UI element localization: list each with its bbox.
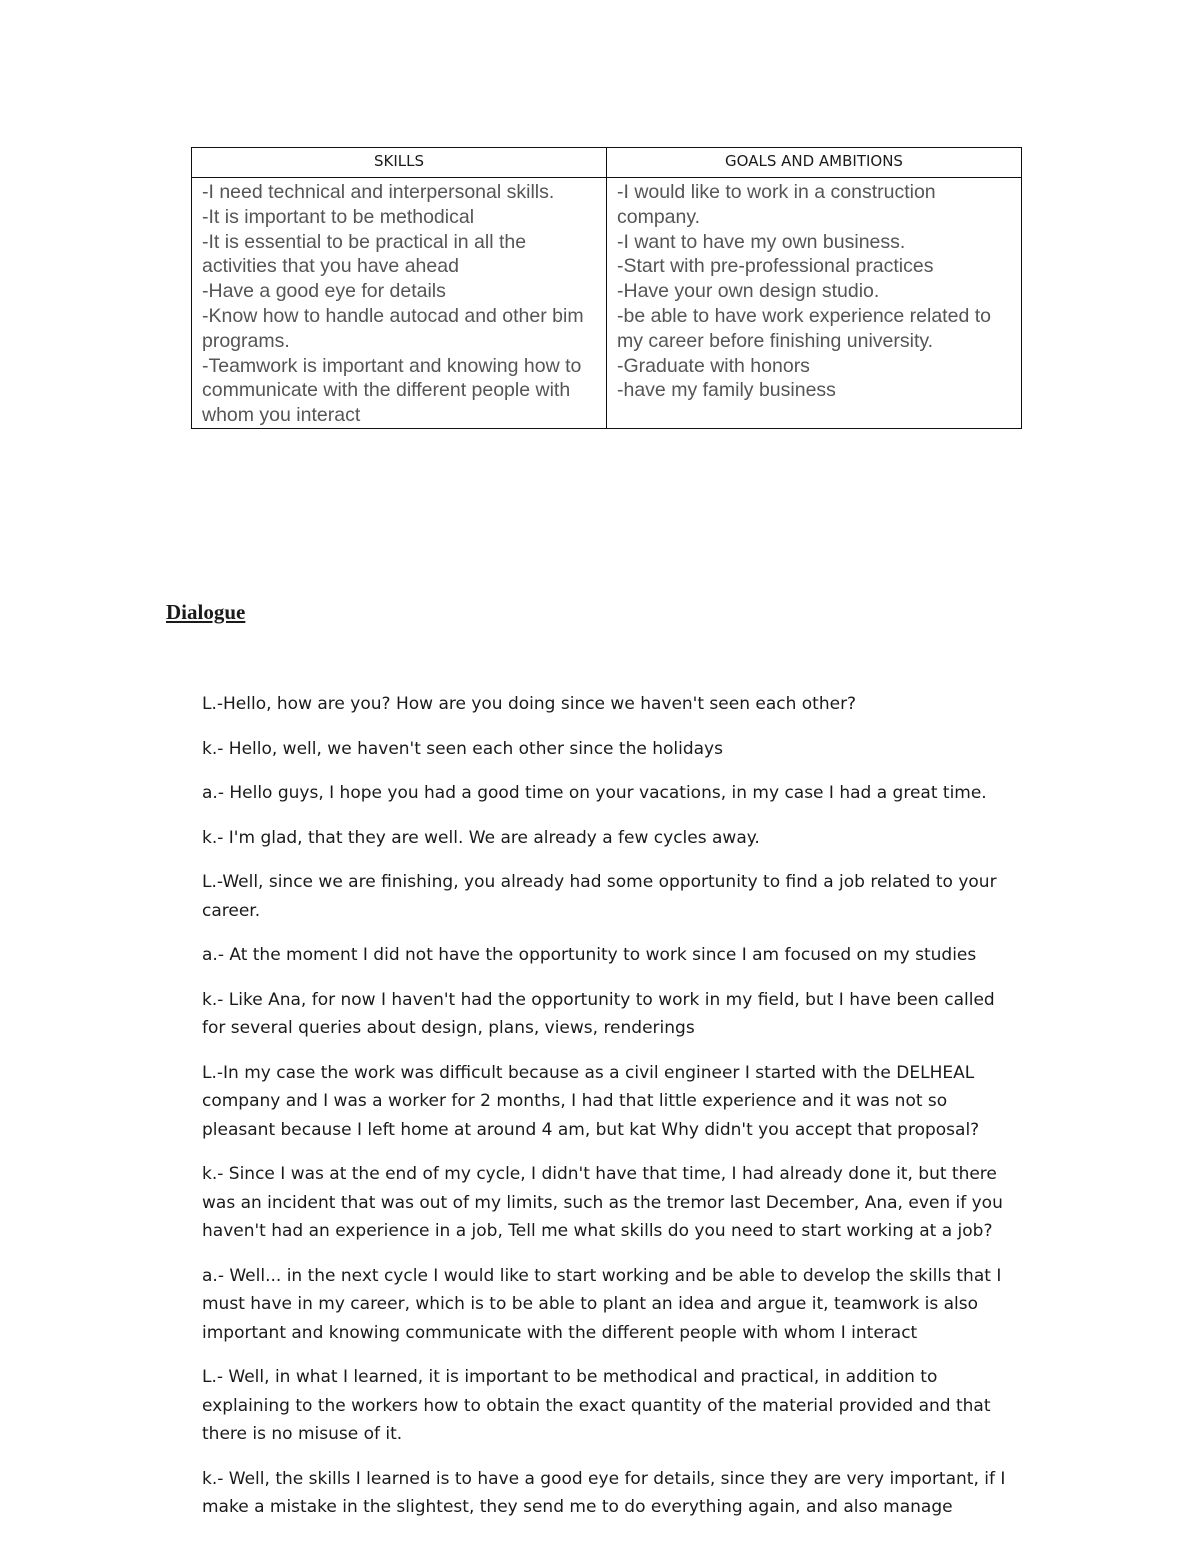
dialogue-line: k.- Hello, well, we haven't seen each other since the holidays [202, 738, 723, 759]
goals-cell [607, 178, 1022, 429]
dialogue-line: a.- Well... in the next cycle I would like to start working and be able to develop the skills that I must have in my career, which is to be able to plant an idea and argue it, teamwork is also important and knowing communicate with the different people with whom I interact [202, 1265, 1002, 1343]
goal-item: -Have your own design studio. [617, 280, 880, 303]
skill-item: -Know how to handle autocad and other bim programs. [202, 304, 584, 352]
dialogue-line: k.- Like Ana, for now I haven't had the opportunity to work in my field, but I have been called for several queries about design, plans, views, renderings [202, 989, 995, 1038]
dialogue-line: a.- Hello guys, I hope you had a good time on your vacations, in my case I had a great time. [202, 783, 987, 803]
skill-item: -It is essential to be practical in all the activities that you have ahead [202, 230, 527, 278]
goal-item: -have my family business [617, 379, 836, 402]
dialogue-line: L.-Well, since we are finishing, you already had some opportunity to find a job related to your career. [202, 872, 997, 921]
dialogue-line: a.- At the moment I did not have the opportunity to work since I am focused on my studies [202, 945, 977, 965]
dialogue-body [202, 690, 1022, 1538]
goal-item: -Start with pre-professional practices [617, 255, 934, 278]
skill-item: -Teamwork is important and knowing how to communicate with the different people with whom you interact [202, 354, 582, 427]
dialogue-line: L.- Well, in what I learned, it is important to be methodical and practical, in addition to explaining to the workers how to obtain the exact quantity of the material provided and that there is no misuse of it. [202, 1367, 991, 1444]
table-row [192, 178, 1022, 429]
dialogue-line: L.-In my case the work was difficult because as a civil engineer I started with the DELHEAL company and I was a worker for 2 months, I had that little experience and it was not so pleasant because I left home at around 4 am, but kat Why didn't you accept that proposal? [202, 1062, 980, 1140]
dialogue-line: k.- I'm glad, that they are well. We are already a few cycles away. [202, 827, 760, 848]
skills-goals-table [191, 147, 1022, 429]
skill-item: -I need technical and interpersonal skills. [202, 181, 555, 203]
table-header-row [192, 148, 1022, 178]
goal-item: -be able to have work experience related to my career before finishing university. [617, 304, 991, 352]
skills-cell [192, 178, 607, 429]
skills-header: SKILLS [192, 148, 607, 178]
goal-item: -I would like to work in a construction company. [617, 181, 936, 228]
dialogue-line: k.- Well, the skills I learned is to have a good eye for details, since they are very important, if I make a mistake in the slightest, they send me to do everything again, and also manage [202, 1468, 1006, 1517]
goal-item: -I want to have my own business. [617, 230, 906, 253]
dialogue-heading: Dialogue [166, 600, 246, 624]
skill-item: -Have a good eye for details [202, 280, 446, 303]
dialogue-line: k.- Since I was at the end of my cycle, I didn't have that time, I had already done it, but there was an incident that was out of my limits, such as the tremor last December, Ana, even if you haven't had an experience in a job, Tell me what skills do you need to start working at a job? [202, 1164, 1003, 1241]
skill-item: -It is important to be methodical [202, 205, 475, 228]
dialogue-line: L.-Hello, how are you? How are you doing since we haven't seen each other? [202, 694, 857, 714]
goals-header: GOALS AND AMBITIONS [607, 148, 1022, 178]
goal-item: -Graduate with honors [617, 354, 810, 377]
